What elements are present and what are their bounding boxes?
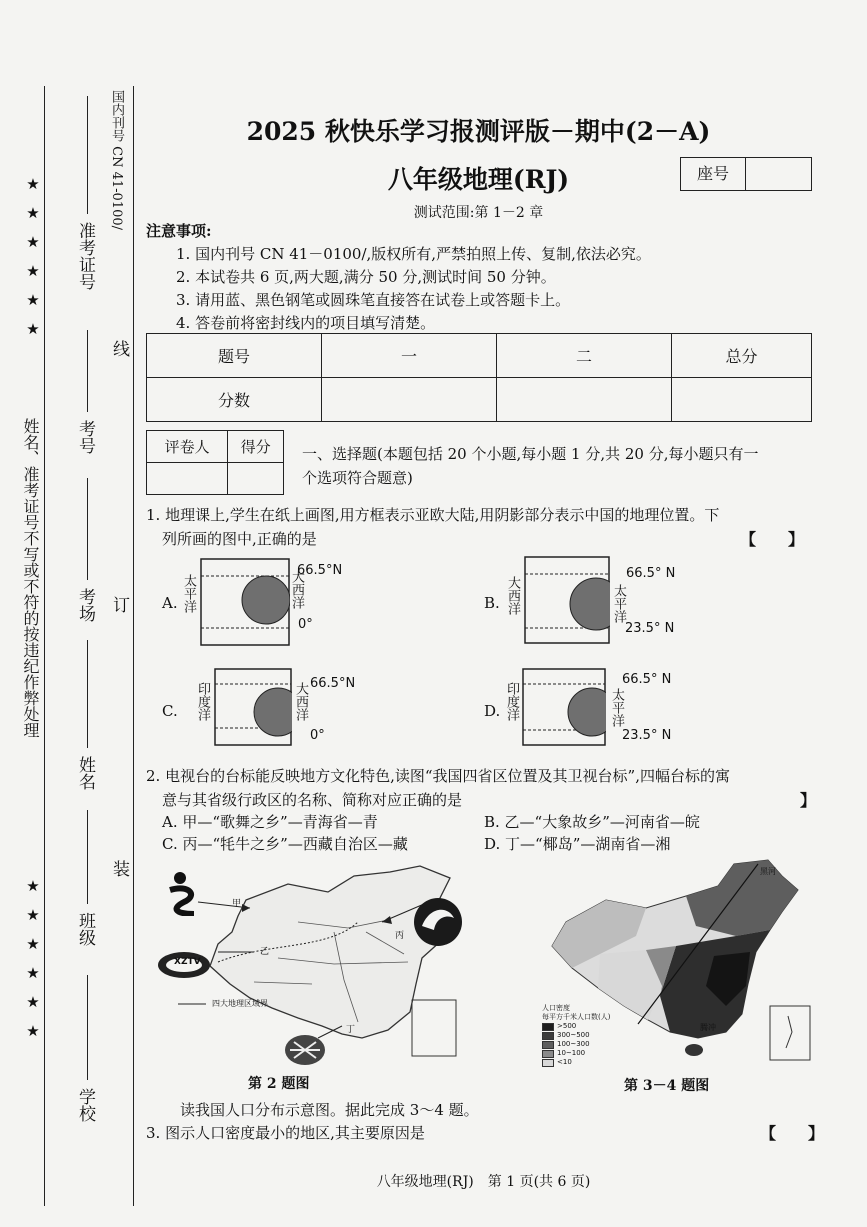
q1-b-bottom-lat: 23.5° N bbox=[625, 621, 675, 636]
legend-swatch bbox=[542, 1023, 554, 1031]
field-exam-number: 考号 bbox=[75, 420, 95, 454]
q3-answer-bracket[interactable]: 【 】 bbox=[760, 1124, 825, 1143]
seat-label: 座号 bbox=[681, 158, 746, 190]
q1-option-b-letter[interactable]: B. bbox=[484, 594, 500, 612]
serial-number: 国内刊号 CN 41-0100/ bbox=[109, 90, 124, 230]
score-cell[interactable] bbox=[497, 378, 672, 422]
legend-item bbox=[542, 1022, 610, 1031]
fig34-caption: 第 3－4 题图 bbox=[624, 1078, 710, 1094]
q1-line2: 列所画的图中,正确的是 bbox=[162, 530, 317, 548]
tv-logo-coconut-icon bbox=[282, 1028, 328, 1068]
fig2-caption: 第 2 题图 bbox=[248, 1076, 310, 1092]
paper-subtitle: 八年级地理(RJ) bbox=[387, 165, 570, 194]
fig2-mark-bing: 丙 bbox=[395, 931, 405, 941]
legend-swatch bbox=[542, 1041, 554, 1049]
q2-answer-bracket[interactable]: 】 bbox=[800, 791, 817, 810]
star-column-top: ★ ★ ★ ★ ★ ★ bbox=[26, 175, 40, 338]
seat-input[interactable] bbox=[746, 158, 811, 190]
section1-line2: 个选项符合题意) bbox=[302, 469, 413, 487]
q1-option-d-figure bbox=[522, 668, 606, 746]
q2-line2: 意与其省级行政区的名称、简称对应正确的是 bbox=[162, 791, 463, 809]
legend-swatch bbox=[542, 1050, 554, 1058]
q1-line1: 1. 地理课上,学生在纸上画图,用方框表示亚欧大陆,用阴影部分表示中国的地理位置。下 bbox=[146, 506, 720, 524]
q1-a-right-ocean: 大西洋 bbox=[289, 570, 304, 609]
points-label: 得分 bbox=[228, 431, 284, 463]
q1-d-bottom-lat: 23.5° N bbox=[622, 728, 672, 743]
fig2-legend: 四大地理区域界 bbox=[212, 999, 268, 1008]
q1-option-b-figure bbox=[524, 556, 610, 644]
q1-b-top-lat: 66.5° N bbox=[626, 566, 676, 581]
label-tengchong: 腾冲 bbox=[700, 1023, 716, 1032]
field-exam-room-line bbox=[87, 478, 88, 580]
seal-zhuang-char: 装 bbox=[109, 860, 129, 877]
q2-option-d[interactable]: D. 丁—“椰岛”—湖南省—湘 bbox=[484, 835, 671, 853]
q1-c-right-ocean: 大西洋 bbox=[293, 682, 308, 721]
q1-a-top-lat: 66.5°N bbox=[297, 563, 343, 578]
test-scope: 测试范围:第 1－2 章 bbox=[413, 205, 544, 221]
q1-b-left-ocean: 大西洋 bbox=[505, 576, 520, 615]
note-item: 3. 请用蓝、黑色钢笔或圆珠笔直接答在试卷上或答题卡上。 bbox=[176, 291, 571, 309]
tv-logo-swirl-icon bbox=[412, 896, 464, 948]
q2-option-c[interactable]: C. 丙—“牦牛之乡”—西藏自治区—藏 bbox=[162, 835, 408, 853]
q1-option-c-figure bbox=[214, 668, 292, 746]
q1-option-c-letter[interactable]: C. bbox=[162, 702, 178, 720]
field-class: 班级 bbox=[75, 912, 95, 946]
q1-a-left-ocean: 太平洋 bbox=[181, 574, 196, 613]
field-class-line bbox=[87, 810, 88, 904]
field-exam-room: 考场 bbox=[75, 588, 95, 622]
q2-option-b[interactable]: B. 乙—“大象故乡”—河南省—皖 bbox=[484, 813, 700, 831]
legend-item bbox=[542, 1040, 610, 1049]
legend-swatch bbox=[542, 1032, 554, 1040]
legend-label: 300~500 bbox=[557, 1031, 590, 1039]
label-heihe: 黑河 bbox=[760, 867, 776, 876]
grader-table bbox=[146, 430, 284, 495]
field-name-line bbox=[87, 640, 88, 748]
tv-logo-dancer-icon bbox=[164, 870, 204, 916]
q2-line1: 2. 电视台的台标能反映地方文化特色,读图“我国四省区位置及其卫视台标”,四幅台标的寓 bbox=[146, 767, 730, 785]
legend-label: 10~100 bbox=[557, 1049, 586, 1057]
q34-intro: 读我国人口分布示意图。据此完成 3～4 题。 bbox=[180, 1101, 479, 1119]
q1-d-top-lat: 66.5° N bbox=[622, 672, 672, 687]
q1-c-left-ocean: 印度洋 bbox=[195, 682, 210, 721]
q3-text: 3. 图示人口密度最小的地区,其主要原因是 bbox=[146, 1124, 425, 1142]
grader-label: 评卷人 bbox=[147, 431, 228, 463]
page-footer: 八年级地理(RJ) 第 1 页(共 6 页) bbox=[376, 1174, 591, 1190]
points-cell[interactable] bbox=[228, 463, 284, 495]
legend-unit: 每平方千米人口数(人) bbox=[542, 1013, 611, 1021]
section1-line1: 一、选择题(本题包括 20 个小题,每小题 1 分,共 20 分,每小题只有一 bbox=[302, 445, 759, 463]
score-row-label: 分数 bbox=[147, 378, 322, 422]
legend-item bbox=[542, 1049, 610, 1058]
field-name: 姓名 bbox=[75, 756, 95, 790]
paper-title: 2025 秋快乐学习报测评版－期中(2－A) bbox=[246, 117, 711, 146]
q1-option-a-figure bbox=[200, 558, 290, 646]
q1-a-bottom-lat: 0° bbox=[298, 617, 313, 632]
legend-label: 100~300 bbox=[557, 1040, 590, 1048]
score-header: 总分 bbox=[672, 334, 812, 378]
note-item: 2. 本试卷共 6 页,两大题,满分 50 分,测试时间 50 分钟。 bbox=[176, 268, 556, 286]
note-item: 4. 答卷前将密封线内的项目填写清楚。 bbox=[176, 314, 436, 332]
seal-ding-char: 订 bbox=[109, 596, 129, 613]
score-cell[interactable] bbox=[322, 378, 497, 422]
notes-heading: 注意事项: bbox=[146, 222, 212, 240]
q1-d-left-ocean: 印度洋 bbox=[504, 682, 519, 721]
fig2-mark-yi: 乙 bbox=[260, 947, 270, 957]
score-header: 一 bbox=[322, 334, 497, 378]
star-column-bottom: ★ ★ ★ ★ ★ ★ bbox=[26, 877, 40, 1040]
fig2-mark-jia: 甲 bbox=[232, 899, 242, 909]
score-table bbox=[146, 333, 812, 422]
seal-line-char: 线 bbox=[109, 340, 129, 357]
score-header: 题号 bbox=[147, 334, 322, 378]
fig2-mark-ding: 丁 bbox=[346, 1025, 356, 1035]
q1-answer-bracket[interactable]: 【 】 bbox=[740, 530, 805, 549]
density-legend bbox=[542, 1004, 610, 1067]
score-cell[interactable] bbox=[672, 378, 812, 422]
score-header: 二 bbox=[497, 334, 672, 378]
legend-label: <10 bbox=[557, 1058, 572, 1066]
q1-c-top-lat: 66.5°N bbox=[310, 676, 356, 691]
q2-option-a[interactable]: A. 甲—“歌舞之乡”—青海省—青 bbox=[162, 813, 378, 831]
binding-line-right bbox=[133, 86, 134, 1206]
binding-line-left bbox=[44, 86, 45, 1206]
q1-d-right-ocean: 太平洋 bbox=[609, 688, 624, 727]
field-school: 学校 bbox=[75, 1088, 95, 1122]
grader-cell[interactable] bbox=[147, 463, 228, 495]
legend-item bbox=[542, 1058, 610, 1067]
seat-box bbox=[680, 157, 812, 191]
q1-option-a-letter[interactable]: A. bbox=[162, 594, 178, 612]
field-exam-id-line bbox=[87, 96, 88, 214]
q1-c-bottom-lat: 0° bbox=[310, 728, 325, 743]
notes bbox=[146, 220, 651, 335]
q1-b-right-ocean: 太平洋 bbox=[611, 584, 626, 623]
legend-item bbox=[542, 1031, 610, 1040]
field-school-line bbox=[87, 975, 88, 1080]
margin-warning: 姓名、准考证号不写或不符的按违纪作弊处理 bbox=[21, 418, 40, 738]
legend-label: >500 bbox=[557, 1022, 577, 1030]
q1-option-d-letter[interactable]: D. bbox=[484, 702, 501, 720]
field-exam-id: 准考证号 bbox=[75, 222, 95, 290]
legend-swatch bbox=[542, 1059, 554, 1067]
field-exam-number-line bbox=[87, 330, 88, 412]
legend-title: 人口密度 bbox=[542, 1004, 570, 1012]
tv-logo-xztv-text: XZTV bbox=[174, 957, 201, 967]
note-item: 1. 国内刊号 CN 41－0100/,版权所有,严禁拍照上传、复制,依法必究。 bbox=[176, 245, 651, 263]
